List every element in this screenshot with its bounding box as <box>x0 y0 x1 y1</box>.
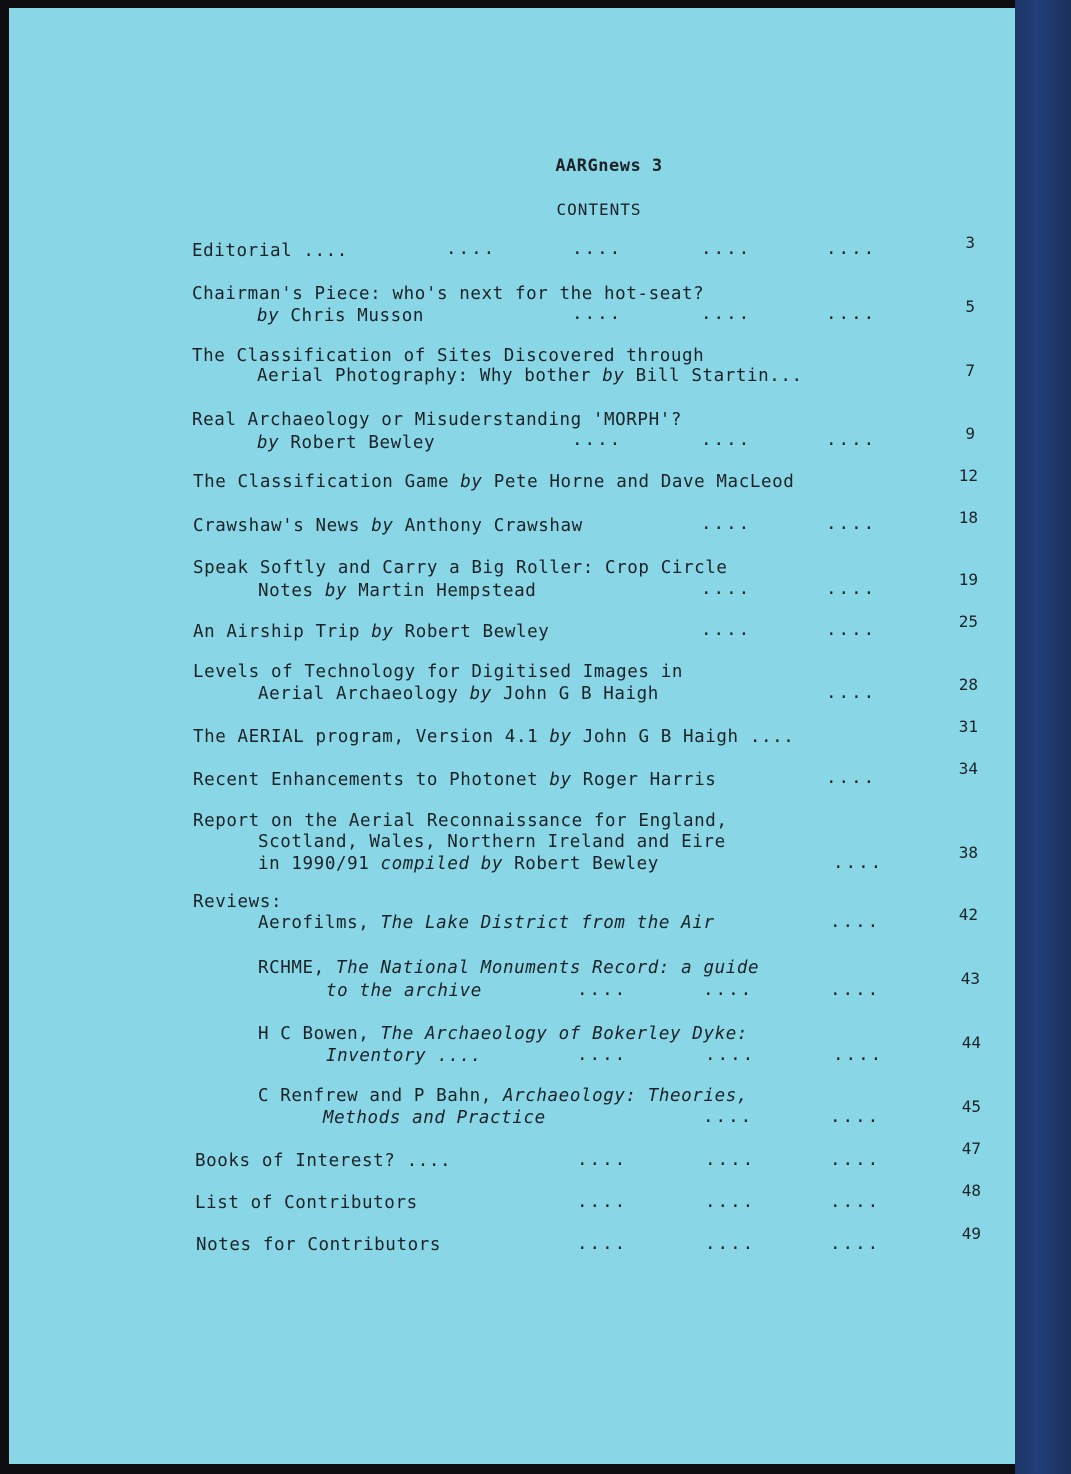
toc-entry-byline <box>258 581 536 601</box>
toc-entry-byline <box>257 306 424 326</box>
leader-dots: .... <box>572 304 623 324</box>
toc-entry-author: Robert Bewley <box>514 854 659 874</box>
page-number: 18 <box>958 508 978 527</box>
toc-entry-author: Bill Startin... <box>635 366 803 386</box>
review-author: H C Bowen, <box>258 1024 370 1044</box>
toc-entry-title: Report on the Aerial Reconnaissance for England, <box>193 811 728 831</box>
toc-entry-title-cont: Aerial Archaeology <box>258 684 459 704</box>
review-title: The Archaeology of Bokerley Dyke: <box>380 1024 748 1044</box>
leader-dots: .... <box>826 304 877 324</box>
toc-entry-byline <box>257 366 803 386</box>
toc-entry-title: Recent Enhancements to Photonet <box>193 770 539 790</box>
contents-heading: CONTENTS <box>556 200 642 219</box>
toc-entry-author: Martin Hempstead <box>358 581 537 601</box>
leader-dots: .... <box>826 579 877 599</box>
leader-dots: .... <box>577 1045 628 1065</box>
page-number: 28 <box>958 675 978 694</box>
toc-entry-title: Speak Softly and Carry a Big Roller: Crop Circle <box>193 558 728 578</box>
leader-dots: .... <box>830 1150 881 1170</box>
review-entry <box>258 1024 748 1044</box>
reviews-heading: Reviews: <box>193 892 283 912</box>
byline-word: by <box>469 684 492 704</box>
toc-entry-title: Crawshaw's News <box>193 516 361 536</box>
toc-entry-author: Roger Harris <box>582 770 717 790</box>
page-number: 12 <box>958 466 978 485</box>
page-number: 19 <box>958 570 978 589</box>
toc-entry-byline <box>258 684 659 704</box>
leader-dots: .... <box>701 579 752 599</box>
byline-word: by <box>602 366 625 386</box>
toc-entry-author: Pete Horne and Dave MacLeod <box>493 472 795 492</box>
leader-dots: .... <box>705 1192 756 1212</box>
byline-word: compiled by <box>380 854 503 874</box>
leader-dots: .... <box>701 239 752 259</box>
review-title-cont-line <box>326 1046 482 1066</box>
leader-dots: .... <box>577 1192 628 1212</box>
leader-dots: .... <box>572 239 623 259</box>
toc-entry-title: The Classification of Sites Discovered through <box>192 346 705 366</box>
leader-dots: .... <box>701 304 752 324</box>
page-number: 45 <box>961 1097 981 1116</box>
toc-entry-author: Anthony Crawshaw <box>404 516 583 536</box>
leader-dots: .... <box>830 912 881 932</box>
leader-dots: .... <box>701 514 752 534</box>
leader-dots: .... <box>826 514 877 534</box>
review-author: C Renfrew and P Bahn, <box>258 1086 492 1106</box>
binding-spine <box>1015 0 1071 1474</box>
toc-entry-author: Chris Musson <box>290 306 425 326</box>
toc-entry-byline <box>257 433 435 453</box>
page-number: 47 <box>961 1139 981 1158</box>
toc-entry-title: Chairman's Piece: who's next for the hot-seat? <box>192 284 705 304</box>
toc-entry-author: John G B Haigh .... <box>582 727 795 747</box>
review-entry <box>258 1086 748 1106</box>
page-number: 34 <box>958 759 978 778</box>
leader-dots: .... <box>577 1150 628 1170</box>
review-author: Aerofilms, <box>258 913 370 933</box>
leader-dots: .... <box>703 1107 754 1127</box>
toc-entry-title-cont: in 1990/91 <box>258 854 370 874</box>
toc-entry-title-cont: Notes <box>258 581 314 601</box>
leader-dots: .... <box>826 239 877 259</box>
toc-entry-title: The Classification Game <box>193 472 450 492</box>
leader-dots: .... <box>826 768 877 788</box>
byline-word: by <box>257 306 280 326</box>
review-title-cont-line <box>326 981 482 1001</box>
leader-dots: .... <box>705 1150 756 1170</box>
toc-entry-title: The AERIAL program, Version 4.1 <box>193 727 539 747</box>
page-number: 3 <box>965 233 975 252</box>
toc-entry-title: Levels of Technology for Digitised Images in <box>193 662 683 682</box>
leader-dots: .... <box>705 1045 756 1065</box>
page-number: 49 <box>961 1224 981 1243</box>
page-number: 48 <box>961 1181 981 1200</box>
leader-dots: .... <box>826 620 877 640</box>
page-number: 9 <box>965 424 975 443</box>
page-number: 38 <box>958 843 978 862</box>
review-title: The National Monuments Record: a guide <box>335 958 760 978</box>
page-number: 31 <box>958 717 978 736</box>
leader-dots: .... <box>705 1234 756 1254</box>
toc-entry-author: John G B Haigh <box>503 684 659 704</box>
toc-entry-line <box>193 622 549 642</box>
toc-entry-title: Books of Interest? .... <box>195 1151 452 1171</box>
toc-entry-line <box>193 727 794 747</box>
toc-entry-title: Real Archaeology or Misuderstanding 'MORPH'? <box>192 410 682 430</box>
toc-entry-line <box>193 516 583 536</box>
page-number: 44 <box>961 1033 981 1052</box>
page-number: 5 <box>965 297 975 316</box>
leader-dots: .... <box>577 980 628 1000</box>
toc-entry-title: An Airship Trip <box>193 622 361 642</box>
leader-dots: .... <box>830 1192 881 1212</box>
leader-dots: .... <box>833 853 884 873</box>
toc-entry-title-cont: Aerial Photography: Why bother <box>257 366 592 386</box>
leader-dots: .... <box>826 430 877 450</box>
leader-dots: .... <box>446 239 497 259</box>
toc-entry-author: Robert Bewley <box>404 622 550 642</box>
toc-entry-byline <box>258 854 659 874</box>
review-title-cont-line <box>323 1108 546 1128</box>
toc-entry-title: Notes for Contributors <box>196 1235 441 1255</box>
leader-dots: .... <box>701 620 752 640</box>
review-title-cont: Methods and Practice <box>323 1108 546 1128</box>
leader-dots: .... <box>703 980 754 1000</box>
review-title-cont: Inventory .... <box>326 1046 482 1066</box>
leader-dots: .... <box>701 430 752 450</box>
byline-word: by <box>371 622 394 642</box>
contents-page <box>9 8 1015 1464</box>
leader-dots: .... <box>830 1234 881 1254</box>
leader-dots: .... <box>830 980 881 1000</box>
leader-dots: .... <box>572 430 623 450</box>
review-title: The Lake District from the Air <box>380 913 715 933</box>
review-entry <box>258 958 759 978</box>
review-title: Archaeology: Theories, <box>503 1086 748 1106</box>
byline-word: by <box>549 727 572 747</box>
leader-dots: .... <box>826 683 877 703</box>
review-entry <box>258 913 715 933</box>
page-number: 25 <box>958 612 978 631</box>
leader-dots: .... <box>577 1234 628 1254</box>
page-number: 43 <box>960 969 980 988</box>
byline-word: by <box>324 581 348 601</box>
toc-entry-title: List of Contributors <box>195 1193 418 1213</box>
leader-dots: .... <box>833 1045 884 1065</box>
toc-entry-title: Editorial .... <box>192 241 348 261</box>
page-number: 42 <box>958 905 978 924</box>
review-author: RCHME, <box>258 958 325 978</box>
toc-entry-author: Robert Bewley <box>290 433 436 453</box>
publication-title: AARGnews 3 <box>555 156 663 176</box>
byline-word: by <box>460 472 483 492</box>
page-number: 7 <box>965 361 975 380</box>
byline-word: by <box>257 433 280 453</box>
toc-entry-line <box>193 770 716 790</box>
toc-entry-line <box>193 472 794 492</box>
toc-entry-title-cont: Scotland, Wales, Northern Ireland and Eire <box>258 832 726 852</box>
review-title-cont: to the archive <box>326 981 482 1001</box>
byline-word: by <box>371 516 394 536</box>
leader-dots: .... <box>830 1107 881 1127</box>
byline-word: by <box>549 770 572 790</box>
